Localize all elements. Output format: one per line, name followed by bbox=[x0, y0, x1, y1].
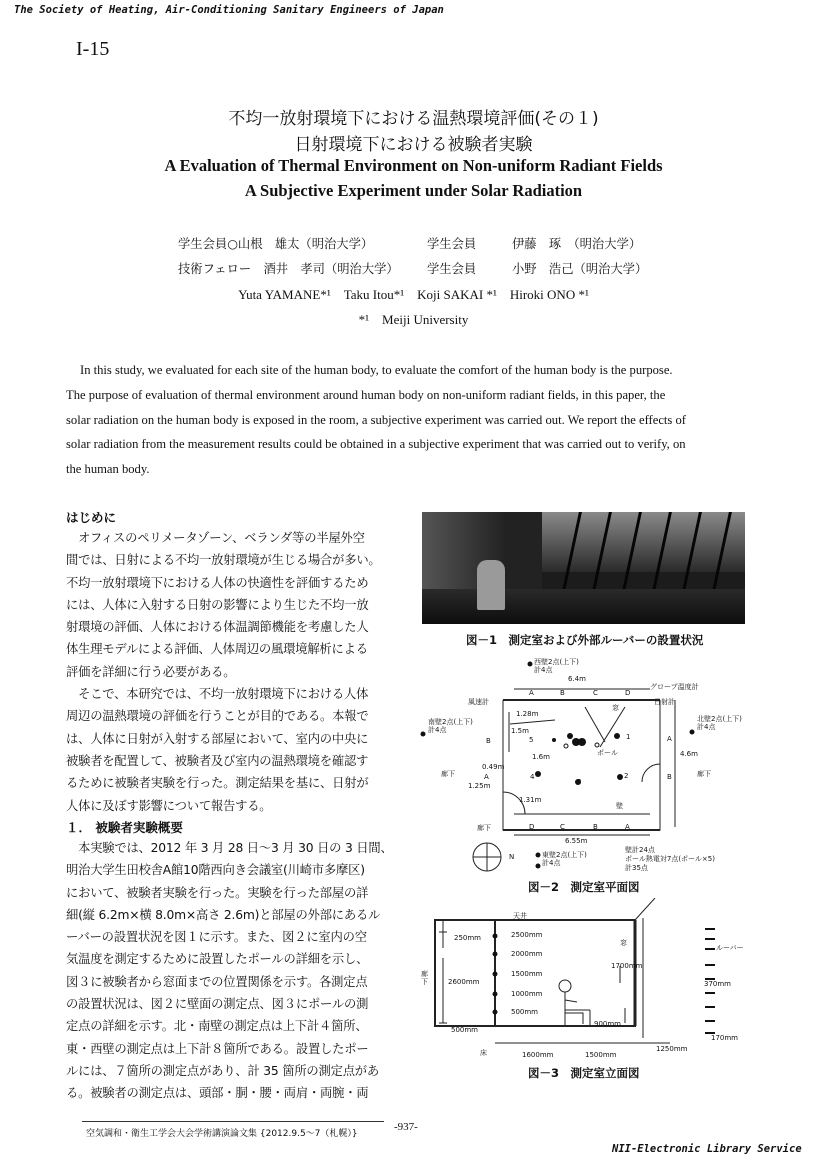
fig3-l-370: 370mm bbox=[704, 980, 731, 988]
fig2-west-wall: 西壁2点(上下) bbox=[534, 658, 579, 666]
fig2-anemometer-label: 風速計 bbox=[468, 698, 489, 706]
title-jp-2: 日射環境下における被験者実験 bbox=[294, 135, 533, 155]
section1-line: 図３に被験者から窓面までの位置関係を示す。各測定点 bbox=[66, 974, 368, 989]
fig3-l-170: 170mm bbox=[711, 1034, 738, 1042]
intro-line: るために被験者実験を行った。測定結果を基に、日射が bbox=[66, 776, 369, 791]
abstract-line: In this study, we evaluated for each site of the human body, to evaluate the comfort of the human body is the purpose. bbox=[80, 363, 673, 377]
author-4: 小野 浩己（明治大学） bbox=[512, 262, 648, 276]
fig2-point-marker bbox=[690, 730, 695, 735]
fig2-north-wall-total: 計4点 bbox=[697, 723, 716, 731]
fig2-corridor-right: 廊下 bbox=[697, 770, 711, 778]
intro-line: 射環境の評価、人体における体温調節機能を考慮した人 bbox=[66, 620, 369, 635]
author-2-title: 学生会員 bbox=[427, 237, 477, 251]
fig3-h-900: 900mm bbox=[594, 1020, 621, 1028]
fig2-pole-dot bbox=[614, 733, 620, 739]
fig2-point-4: 4 bbox=[530, 773, 535, 781]
fig2-ring-marker bbox=[564, 744, 568, 748]
title-jp-1: 不均一放射環境下における温熱環境評価(その１) bbox=[228, 109, 599, 129]
section1-line: において、被験者実験を行った。実験を行った部屋の詳 bbox=[66, 885, 369, 900]
fig2-bottom-c: C bbox=[560, 823, 565, 831]
fig2-d-16: 1.6m bbox=[532, 753, 550, 761]
fig3-h-1700: 1700mm bbox=[611, 962, 643, 970]
section1-line: の設置状況は、図２に壁面の測定点、図３にポールの測 bbox=[66, 997, 369, 1012]
fig3-subject-head bbox=[559, 980, 571, 992]
intro-line: 被験者を配置して、被験者及び室内の温熱環境を確認す bbox=[66, 753, 369, 768]
fig2-subject bbox=[578, 738, 586, 746]
fig3-p-1000: 1000mm bbox=[511, 990, 543, 998]
fig3-louver-slat bbox=[705, 1006, 715, 1008]
fig2-wall-label: 壁 bbox=[616, 802, 623, 810]
fig2-pole-dot bbox=[567, 733, 573, 739]
fig2-south-wall: 南壁2点(上下) bbox=[428, 718, 473, 726]
fig2-globe-label: グローブ温度計 bbox=[650, 683, 699, 691]
fig3-louver-slat bbox=[705, 964, 715, 966]
title-en-1: A Evaluation of Thermal Environment on Non-uniform Radiant Fields bbox=[164, 156, 663, 175]
fig3-dim-left bbox=[439, 920, 447, 1023]
fig3-ceiling: 天井 bbox=[513, 912, 527, 920]
fig2-outline-lower bbox=[503, 700, 660, 830]
fig2-d-46: 4.6m bbox=[680, 750, 698, 758]
footer-proceedings: 空気調和・衛生工学会大会学術講演論文集 {2012.9.5～7（札幌）} bbox=[86, 1129, 358, 1139]
title-en-2: A Subjective Experiment under Solar Radiation bbox=[244, 181, 583, 200]
section1-line: 定点の詳細を示す。北・南壁の測定点は上下計４箇所、 bbox=[66, 1019, 368, 1034]
fig2-pole-dot bbox=[535, 771, 541, 777]
fig2-west-wall-total: 計4点 bbox=[534, 666, 553, 674]
photo-subject bbox=[477, 560, 505, 610]
fig3-pole-point bbox=[493, 952, 498, 957]
fig3-louver-slat bbox=[705, 992, 715, 994]
abstract-line: the human body. bbox=[66, 462, 150, 477]
fig3-floor: 床 bbox=[480, 1049, 487, 1057]
section1-line: 細(縦 6.2m×横 8.0m×高さ 2.6m)と部屋の外部にあるル bbox=[66, 907, 381, 922]
fig2-corridor-bottom: 廊下 bbox=[477, 824, 491, 832]
fig2-point-5: 5 bbox=[529, 736, 534, 744]
fig2-east-wall: 東壁2点(上下) bbox=[542, 851, 587, 859]
fig2-side-a-left: A bbox=[484, 773, 489, 781]
section1-line: ルには、７箇所の測定点があり、計 35 箇所の測定点があ bbox=[66, 1063, 379, 1078]
abstract-line: The purpose of evaluation of thermal environment around human body on non-uniform radiant fields, in this paper, the bbox=[66, 387, 666, 402]
fig2-caption: 図－2 測定室平面図 bbox=[528, 880, 640, 894]
fig2-pyranometer-label: 日射計 bbox=[654, 698, 675, 706]
fig2-sensor-line bbox=[600, 707, 625, 747]
intro-line: 評価を詳細に行う必要がある。 bbox=[66, 664, 236, 679]
fig2-width-top: 6.4m bbox=[568, 675, 586, 683]
intro-line: 周辺の温熱環境の評価を行うことが目的である。本報で bbox=[66, 709, 369, 724]
fig2-north-label: N bbox=[509, 853, 515, 861]
author-1: 学生会員○山根 雄太（明治大学） bbox=[178, 237, 374, 251]
intro-body bbox=[66, 527, 406, 817]
abstract bbox=[66, 358, 756, 482]
author-4-title: 学生会員 bbox=[427, 262, 477, 276]
intro-line: 人体に及ぼす影響について報告する。 bbox=[66, 798, 272, 813]
fig3-pole-point bbox=[493, 1010, 498, 1015]
fig1-photo bbox=[422, 512, 745, 624]
intro-line: 不均一放射環境下における人体の快適性を評価するため bbox=[66, 575, 369, 590]
society-header: The Society of Heating, Air-Conditioning Sanitary Engineers of Japan bbox=[14, 4, 444, 16]
fig3-p-2000: 2000mm bbox=[511, 950, 543, 958]
fig2-pole-label: ポール bbox=[597, 749, 618, 757]
fig2-side-b-right: B bbox=[667, 773, 672, 781]
intro-line: そこで、本研究では、不均一放射環境下における人体 bbox=[66, 687, 369, 702]
section1-line: 明治大学生田校舎A館10階西向き会議室(川崎市多摩区) bbox=[66, 863, 365, 878]
intro-line: 体生理モデルによる評価、人体周辺の風環境解析による bbox=[66, 642, 368, 657]
paper-id: I-15 bbox=[76, 38, 110, 60]
fig3-roof-line bbox=[635, 898, 655, 920]
section1-heading: １． 被験者実験概要 bbox=[66, 820, 183, 835]
fig2-bottom-b: B bbox=[593, 823, 598, 831]
fig3-caption: 図－3 測定室立面図 bbox=[528, 1066, 640, 1080]
fig2-pole-thermo: ポール熱電対7点(ポール×5) bbox=[625, 855, 715, 863]
fig3-corridor: 廊下 bbox=[421, 970, 428, 986]
fig3-louver-slat bbox=[705, 928, 715, 930]
intro-line: は、人体に日射が入射する部屋において、室内の中央に bbox=[66, 731, 369, 746]
intro-line: 間では、日射による不均一放射環境が生じる場合が多い。 bbox=[66, 553, 381, 568]
fig3-h-2600: 2600mm bbox=[448, 978, 480, 986]
section1-line: る。被験者の測定点は、頭部・胴・腰・両肩・両腕・両 bbox=[66, 1086, 369, 1101]
fig2-point-marker bbox=[536, 853, 541, 858]
fig2-d-125: 1.25m bbox=[468, 782, 491, 790]
section1-line: 気温度を測定するために設置したポールの詳細を示し、 bbox=[66, 952, 369, 967]
fig3-louver-slat bbox=[705, 938, 715, 940]
authors-en: Yuta YAMANE*¹ Taku Itou*¹ Koji SAKAI *¹ Hiroki ONO *¹ bbox=[238, 287, 589, 302]
footer-rule bbox=[82, 1121, 384, 1122]
fig2-corridor-left: 廊下 bbox=[441, 770, 455, 778]
section1-line: ーバーの設置状況を図１に示す。また、図２に室内の空 bbox=[66, 930, 367, 945]
section1-line: 本実験では、2012 年 3 月 28 日～3 月 30 日の 3 日間、 bbox=[66, 841, 393, 855]
fig3-p-2500: 2500mm bbox=[511, 931, 543, 939]
fig2-bottom-d: D bbox=[529, 823, 535, 831]
affiliation: *¹ Meiji University bbox=[358, 312, 469, 327]
fig2-pole-dot bbox=[617, 774, 623, 780]
fig3-h-500: 500mm bbox=[451, 1026, 478, 1034]
section1-line: 東・西壁の測定点は上下計８箇所である。設置したポー bbox=[66, 1041, 369, 1056]
fig3-w-1500: 1500mm bbox=[585, 1051, 617, 1059]
fig3-p-500: 500mm bbox=[511, 1008, 538, 1016]
fig2-door-arc-right bbox=[642, 764, 660, 782]
fig2-width-bottom: 6.55m bbox=[565, 837, 588, 845]
photo-floor bbox=[422, 589, 745, 624]
fig2-south-wall-total: 計4点 bbox=[428, 726, 447, 734]
fig2-letter-a: A bbox=[529, 689, 534, 697]
fig3-pole-point bbox=[493, 992, 498, 997]
fig2-sensor-line bbox=[585, 707, 605, 742]
fig3-louver: ルーバー bbox=[716, 944, 744, 952]
fig3-pole-point bbox=[493, 972, 498, 977]
fig2-point-marker bbox=[536, 864, 541, 869]
fig2-side-b-left: B bbox=[486, 737, 491, 745]
section1-body bbox=[66, 837, 406, 1105]
fig2-point-marker bbox=[421, 732, 426, 737]
fig3-pole-point bbox=[493, 934, 498, 939]
intro-line: には、人体に入射する日射の影響により生じた不均一放 bbox=[66, 597, 369, 612]
fig3-chair bbox=[565, 1010, 590, 1026]
fig2-total-wall: 壁計24点 bbox=[625, 846, 655, 854]
fig3-window: 窓 bbox=[620, 939, 627, 947]
fig2-bottom-a: A bbox=[625, 823, 630, 831]
fig3-louver-slat bbox=[705, 948, 715, 950]
fig2-letter-c: C bbox=[593, 689, 598, 697]
fig2-total-all: 計35点 bbox=[625, 864, 648, 872]
fig2-d-049: 0.49m bbox=[482, 763, 505, 771]
fig2-east-wall-total: 計4点 bbox=[542, 859, 561, 867]
fig3-w-1250: 1250mm bbox=[656, 1045, 688, 1053]
fig3-w-1600: 1600mm bbox=[522, 1051, 554, 1059]
fig2-d-15: 1.5m bbox=[511, 727, 529, 735]
fig2-d-131: 1.31m bbox=[519, 796, 542, 804]
fig2-letter-b: B bbox=[560, 689, 565, 697]
fig2-point-marker bbox=[528, 662, 533, 667]
fig2-letter-d: D bbox=[625, 689, 631, 697]
fig3-louver-slat bbox=[705, 1020, 715, 1022]
fig2-window-label: 窓 bbox=[612, 704, 619, 712]
abstract-line: solar radiation from the measurement results could be obtained in a subjective experiment that was carried out to verify, on bbox=[66, 437, 686, 452]
fig2-point-2: 2 bbox=[624, 772, 629, 780]
fig2-d-128: 1.28m bbox=[516, 710, 539, 718]
author-2: 伊藤 琢 （明治大学） bbox=[512, 237, 642, 251]
fig2-side-a-right: A bbox=[667, 735, 672, 743]
intro-heading: はじめに bbox=[66, 510, 117, 525]
author-3: 技術フェロー 酒井 孝司（明治大学） bbox=[178, 262, 399, 276]
fig2-point-3: 3 bbox=[577, 778, 582, 786]
fig3-p-1500: 1500mm bbox=[511, 970, 543, 978]
abstract-line: solar radiation on the human body is exposed in the room, a subjective experiment was carried out. We report the effects of bbox=[66, 412, 686, 427]
fig2-north-wall: 北壁2点(上下) bbox=[697, 715, 742, 723]
fig1-caption: 図－1 測定室および外部ルーバーの設置状況 bbox=[466, 633, 704, 647]
fig2-point-1: 1 bbox=[626, 733, 631, 741]
intro-line: オフィスのペリメータゾーン、ベランダ等の半屋外空 bbox=[66, 531, 365, 545]
fig2-sensor-line bbox=[510, 720, 555, 724]
fig2-pole-dot bbox=[552, 738, 556, 742]
fig2-ring-marker bbox=[595, 743, 599, 747]
page-number: -937- bbox=[394, 1121, 418, 1133]
nii-footer: NII-Electronic Library Service bbox=[612, 1143, 802, 1155]
fig3-h-250: 250mm bbox=[454, 934, 481, 942]
fig3-subject-body bbox=[565, 992, 583, 1024]
